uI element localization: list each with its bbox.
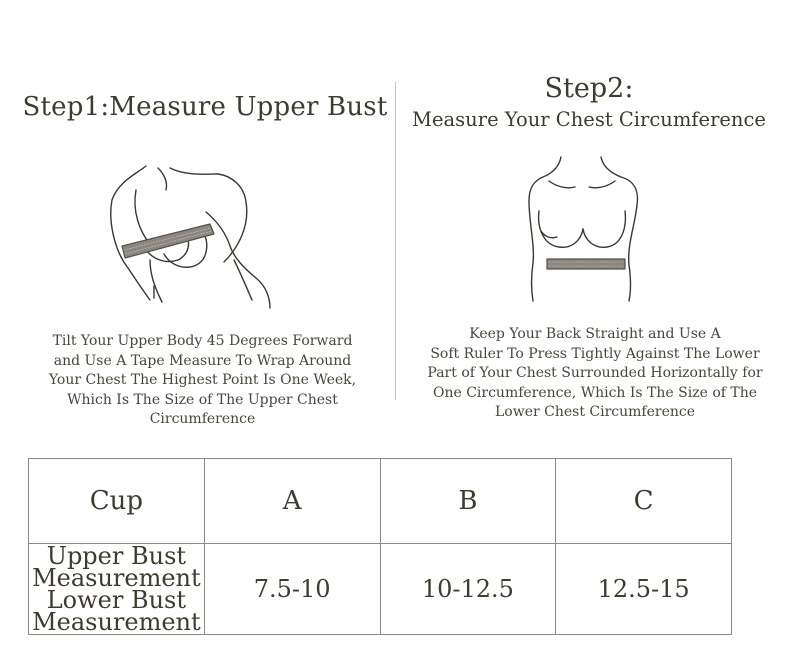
column-divider [395, 82, 396, 400]
step2-description-line: One Circumference, Which Is The Size of The [432, 384, 758, 401]
header-cup: Cup [29, 459, 205, 544]
step1-description [15, 332, 390, 430]
value-cup-b: 10-12.5 [380, 544, 556, 635]
step1-description-line: Your Chest The Highest Point Is One Week, [48, 372, 357, 389]
value-cup-c: 12.5-15 [556, 544, 732, 635]
upper-bust-measure-illustration [106, 160, 276, 310]
table-row [29, 544, 732, 635]
measurement-label-cell [29, 544, 205, 635]
header-cup-a: A [204, 459, 380, 544]
step1-description-line: Tilt Your Upper Body 45 Degrees Forward [52, 333, 353, 349]
step2-description-line: Lower Chest Circumference [494, 404, 695, 421]
size-table [28, 458, 732, 635]
step2-description-line: Soft Ruler To Press Tightly Against The Lower [430, 345, 760, 362]
step2-subtitle: Measure Your Chest Circumference [412, 108, 766, 131]
value-cup-a: 7.5-10 [204, 544, 380, 635]
lower-bust-measure-illustration [525, 153, 655, 303]
step1-description-line: and Use A Tape Measure To Wrap Around [53, 352, 352, 369]
step2-description [410, 325, 780, 423]
header-cup-b: B [380, 459, 556, 544]
step1-description-line: Which Is The Size of The Upper Chest Circumference [67, 391, 338, 428]
upper-bust-label: Upper Bust Measurement [32, 542, 201, 592]
step2-description-line: Keep Your Back Straight and Use A [469, 326, 721, 342]
header-cup-c: C [556, 459, 732, 544]
step2-description-line: Part of Your Chest Surrounded Horizontally for [427, 365, 763, 382]
table-header-row [29, 459, 732, 544]
step2-title: Step2: [544, 73, 634, 104]
lower-bust-label: Lower Bust Measurement [32, 586, 201, 636]
step1-title: Step1:Measure Upper Bust [22, 92, 388, 122]
